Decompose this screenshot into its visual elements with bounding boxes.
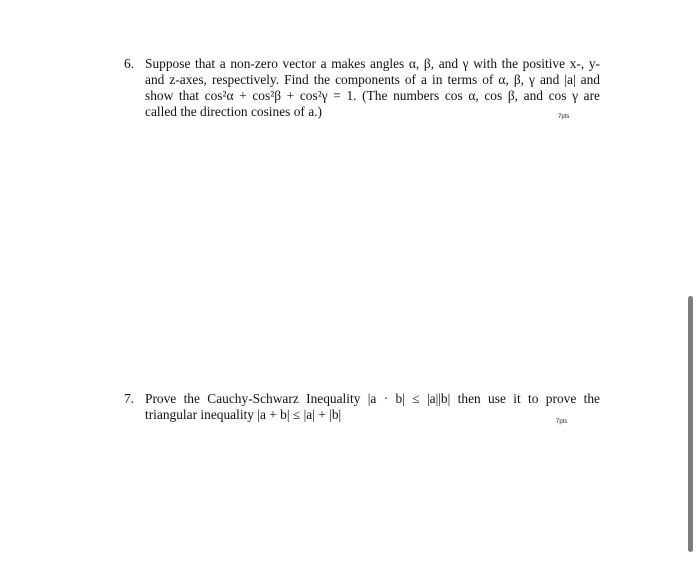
problem-number: 6. xyxy=(124,56,135,71)
problem-6 xyxy=(124,56,600,120)
problem-line: and z-axes, respectively. Find the components of a in terms of α, β, γ and |a| and xyxy=(145,72,600,87)
problem-line: Suppose that a non-zero vector a makes angles α, β, and γ with the positive x-, y- xyxy=(145,56,600,71)
problem-number: 7. xyxy=(124,391,135,406)
problem-line: show that cos²α + cos²β + cos²γ = 1. (The numbers cos α, cos β, and cos γ are xyxy=(145,88,600,103)
problem-7 xyxy=(124,391,600,423)
problem-line: called the direction cosines of a.) xyxy=(145,104,322,119)
vertical-scrollbar[interactable] xyxy=(688,296,693,552)
problem-text xyxy=(145,391,600,423)
problem-line: Prove the Cauchy-Schwarz Inequality |a · b| ≤ |a||b| then use it to prove the xyxy=(145,391,600,406)
points-label: 7pts xyxy=(556,419,568,425)
problem-text xyxy=(145,56,600,120)
problem-line: triangular inequality |a + b| ≤ |a| + |b| xyxy=(145,407,342,422)
points-label: 7pts xyxy=(558,114,570,120)
